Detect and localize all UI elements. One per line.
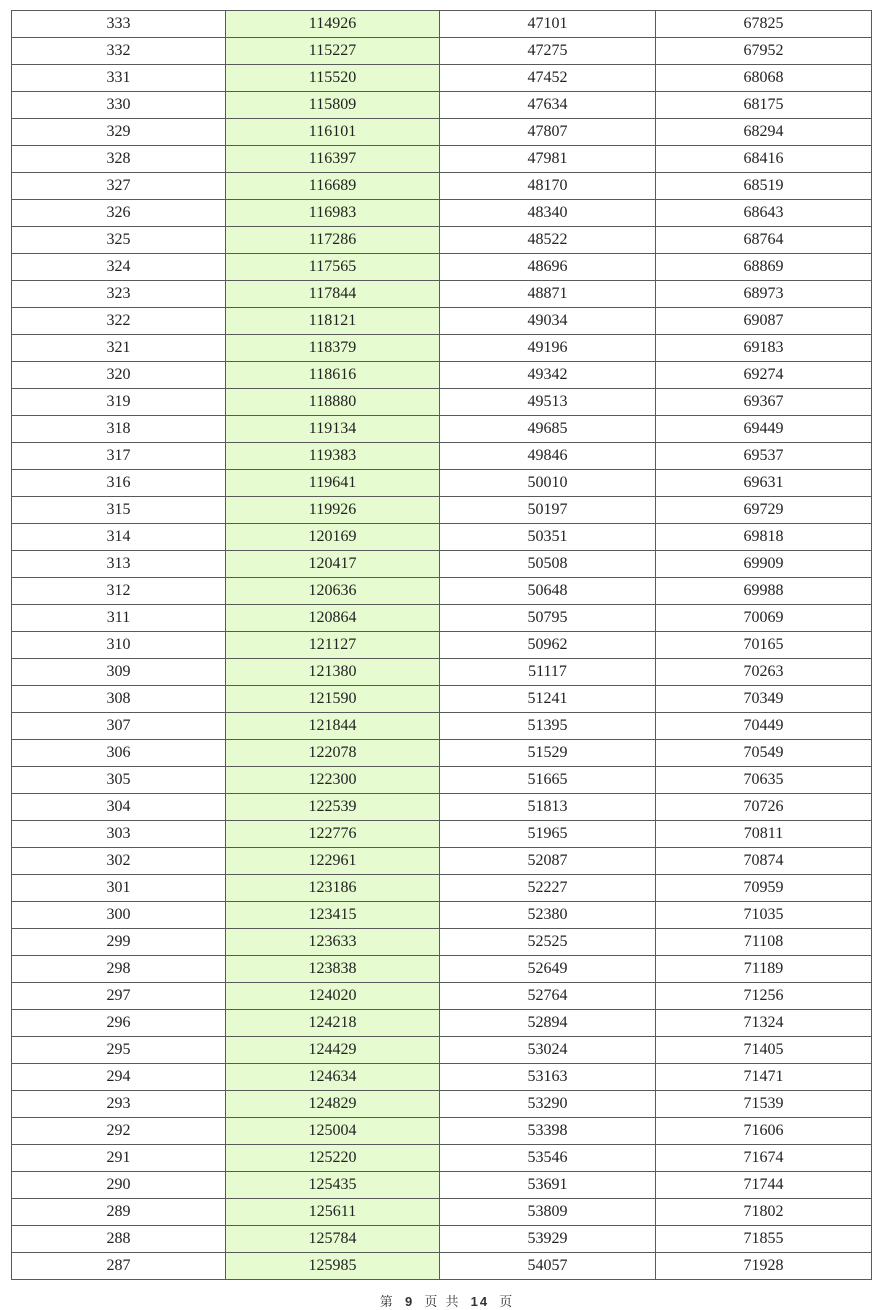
table-cell-col-3: 49513 [440, 389, 656, 416]
table-cell-col-3: 50351 [440, 524, 656, 551]
table-cell-col-3: 49196 [440, 335, 656, 362]
table-row [12, 65, 872, 92]
table-cell-col-2: 120417 [226, 551, 440, 578]
table-cell-col-4: 70165 [656, 632, 872, 659]
table-row [12, 821, 872, 848]
table-cell-col-2: 124634 [226, 1064, 440, 1091]
table-cell-col-3: 51117 [440, 659, 656, 686]
table-cell-col-4: 70874 [656, 848, 872, 875]
table-cell-col-1: 315 [12, 497, 226, 524]
table-cell-col-2: 124218 [226, 1010, 440, 1037]
table-row [12, 1064, 872, 1091]
table-cell-col-1: 333 [12, 11, 226, 38]
table-cell-col-1: 289 [12, 1199, 226, 1226]
table-cell-col-2: 119134 [226, 416, 440, 443]
table-cell-col-1: 290 [12, 1172, 226, 1199]
table-cell-col-3: 48696 [440, 254, 656, 281]
footer-prefix: 第 [379, 1295, 395, 1310]
table-cell-col-1: 308 [12, 686, 226, 713]
table-cell-col-4: 70726 [656, 794, 872, 821]
table-cell-col-2: 121844 [226, 713, 440, 740]
table-cell-col-1: 332 [12, 38, 226, 65]
table-cell-col-1: 291 [12, 1145, 226, 1172]
table-cell-col-4: 67952 [656, 38, 872, 65]
table-row [12, 1172, 872, 1199]
table-cell-col-3: 50648 [440, 578, 656, 605]
table-cell-col-2: 115227 [226, 38, 440, 65]
table-cell-col-1: 300 [12, 902, 226, 929]
score-table [11, 10, 872, 1280]
table-cell-col-2: 125435 [226, 1172, 440, 1199]
table-cell-col-1: 287 [12, 1253, 226, 1280]
table-cell-col-3: 47634 [440, 92, 656, 119]
table-row [12, 1037, 872, 1064]
table-row [12, 497, 872, 524]
table-cell-col-1: 305 [12, 767, 226, 794]
table-cell-col-3: 47101 [440, 11, 656, 38]
table-cell-col-1: 298 [12, 956, 226, 983]
table-cell-col-2: 117844 [226, 281, 440, 308]
table-cell-col-3: 47275 [440, 38, 656, 65]
table-cell-col-3: 53024 [440, 1037, 656, 1064]
table-cell-col-4: 70549 [656, 740, 872, 767]
table-cell-col-2: 122300 [226, 767, 440, 794]
table-cell-col-4: 70349 [656, 686, 872, 713]
table-cell-col-4: 71471 [656, 1064, 872, 1091]
table-cell-col-4: 68294 [656, 119, 872, 146]
table-cell-col-2: 119383 [226, 443, 440, 470]
table-cell-col-4: 71256 [656, 983, 872, 1010]
table-cell-col-3: 52764 [440, 983, 656, 1010]
table-cell-col-2: 116983 [226, 200, 440, 227]
table-cell-col-1: 316 [12, 470, 226, 497]
table-cell-col-4: 71606 [656, 1118, 872, 1145]
table-cell-col-3: 50010 [440, 470, 656, 497]
table-cell-col-3: 48522 [440, 227, 656, 254]
table-row [12, 929, 872, 956]
table-cell-col-4: 67825 [656, 11, 872, 38]
table-row [12, 200, 872, 227]
table-cell-col-4: 71802 [656, 1199, 872, 1226]
table-row [12, 470, 872, 497]
table-cell-col-4: 71855 [656, 1226, 872, 1253]
table-cell-col-2: 121127 [226, 632, 440, 659]
table-cell-col-3: 49342 [440, 362, 656, 389]
table-cell-col-2: 124429 [226, 1037, 440, 1064]
table-cell-col-2: 123838 [226, 956, 440, 983]
table-cell-col-1: 309 [12, 659, 226, 686]
table-cell-col-3: 50795 [440, 605, 656, 632]
table-cell-col-3: 47981 [440, 146, 656, 173]
table-row [12, 92, 872, 119]
table-cell-col-2: 117565 [226, 254, 440, 281]
table-cell-col-3: 48170 [440, 173, 656, 200]
table-row [12, 1199, 872, 1226]
table-cell-col-1: 294 [12, 1064, 226, 1091]
table-cell-col-3: 47807 [440, 119, 656, 146]
table-row [12, 1091, 872, 1118]
table-cell-col-3: 52087 [440, 848, 656, 875]
table-row [12, 551, 872, 578]
table-cell-col-3: 52894 [440, 1010, 656, 1037]
table-cell-col-4: 71035 [656, 902, 872, 929]
table-cell-col-4: 69087 [656, 308, 872, 335]
table-cell-col-3: 53691 [440, 1172, 656, 1199]
table-cell-col-4: 69988 [656, 578, 872, 605]
table-cell-col-3: 52380 [440, 902, 656, 929]
table-cell-col-4: 69274 [656, 362, 872, 389]
footer-suffix: 页 [499, 1295, 515, 1310]
table-row [12, 1253, 872, 1280]
table-row [12, 1010, 872, 1037]
table-cell-col-1: 313 [12, 551, 226, 578]
table-cell-col-1: 301 [12, 875, 226, 902]
table-cell-col-3: 48871 [440, 281, 656, 308]
table-row [12, 632, 872, 659]
table-cell-col-4: 69183 [656, 335, 872, 362]
table-row [12, 335, 872, 362]
table-row [12, 173, 872, 200]
table-cell-col-2: 119926 [226, 497, 440, 524]
table-cell-col-3: 53290 [440, 1091, 656, 1118]
table-cell-col-1: 322 [12, 308, 226, 335]
table-cell-col-2: 120636 [226, 578, 440, 605]
table-cell-col-2: 122776 [226, 821, 440, 848]
table-cell-col-3: 51529 [440, 740, 656, 767]
table-cell-col-4: 68973 [656, 281, 872, 308]
table-row [12, 1226, 872, 1253]
table-cell-col-2: 122078 [226, 740, 440, 767]
table-cell-col-2: 116397 [226, 146, 440, 173]
score-table-container [11, 10, 871, 1280]
table-cell-col-1: 325 [12, 227, 226, 254]
table-cell-col-2: 120864 [226, 605, 440, 632]
table-row [12, 983, 872, 1010]
table-cell-col-3: 53398 [440, 1118, 656, 1145]
table-cell-col-3: 50508 [440, 551, 656, 578]
table-cell-col-3: 51665 [440, 767, 656, 794]
table-row [12, 713, 872, 740]
table-cell-col-4: 71674 [656, 1145, 872, 1172]
table-cell-col-3: 52649 [440, 956, 656, 983]
table-cell-col-4: 69449 [656, 416, 872, 443]
table-cell-col-2: 116689 [226, 173, 440, 200]
table-cell-col-2: 123415 [226, 902, 440, 929]
table-cell-col-3: 53929 [440, 1226, 656, 1253]
table-row [12, 11, 872, 38]
table-cell-col-4: 71189 [656, 956, 872, 983]
table-cell-col-3: 50962 [440, 632, 656, 659]
score-table-body [12, 11, 872, 1280]
table-cell-col-4: 70811 [656, 821, 872, 848]
table-cell-col-2: 115520 [226, 65, 440, 92]
table-cell-col-1: 323 [12, 281, 226, 308]
table-cell-col-4: 70635 [656, 767, 872, 794]
table-cell-col-1: 320 [12, 362, 226, 389]
table-cell-col-1: 328 [12, 146, 226, 173]
current-page-number: 9 [404, 1294, 415, 1309]
table-cell-col-3: 52525 [440, 929, 656, 956]
table-row [12, 416, 872, 443]
table-cell-col-2: 116101 [226, 119, 440, 146]
table-row [12, 848, 872, 875]
table-row [12, 254, 872, 281]
table-cell-col-2: 124020 [226, 983, 440, 1010]
table-cell-col-4: 71324 [656, 1010, 872, 1037]
table-cell-col-4: 69367 [656, 389, 872, 416]
table-cell-col-4: 68869 [656, 254, 872, 281]
table-cell-col-1: 299 [12, 929, 226, 956]
table-row [12, 146, 872, 173]
table-cell-col-1: 297 [12, 983, 226, 1010]
table-cell-col-4: 71108 [656, 929, 872, 956]
table-cell-col-3: 47452 [440, 65, 656, 92]
table-cell-col-4: 71539 [656, 1091, 872, 1118]
table-cell-col-3: 49685 [440, 416, 656, 443]
table-cell-col-2: 115809 [226, 92, 440, 119]
table-cell-col-1: 331 [12, 65, 226, 92]
table-cell-col-1: 292 [12, 1118, 226, 1145]
table-row [12, 686, 872, 713]
table-cell-col-4: 71928 [656, 1253, 872, 1280]
table-cell-col-2: 125611 [226, 1199, 440, 1226]
table-cell-col-3: 53546 [440, 1145, 656, 1172]
table-cell-col-3: 50197 [440, 497, 656, 524]
table-cell-col-4: 70449 [656, 713, 872, 740]
table-cell-col-3: 49034 [440, 308, 656, 335]
table-cell-col-1: 327 [12, 173, 226, 200]
table-cell-col-2: 118121 [226, 308, 440, 335]
table-cell-col-4: 69729 [656, 497, 872, 524]
table-cell-col-2: 121380 [226, 659, 440, 686]
table-cell-col-1: 295 [12, 1037, 226, 1064]
table-cell-col-1: 304 [12, 794, 226, 821]
table-row [12, 794, 872, 821]
table-cell-col-4: 68643 [656, 200, 872, 227]
table-row [12, 767, 872, 794]
table-cell-col-3: 52227 [440, 875, 656, 902]
page-footer [0, 1291, 894, 1310]
table-cell-col-3: 48340 [440, 200, 656, 227]
table-row [12, 902, 872, 929]
table-cell-col-2: 120169 [226, 524, 440, 551]
table-cell-col-2: 118379 [226, 335, 440, 362]
table-row [12, 578, 872, 605]
table-cell-col-1: 329 [12, 119, 226, 146]
table-cell-col-2: 125220 [226, 1145, 440, 1172]
table-row [12, 389, 872, 416]
table-row [12, 281, 872, 308]
footer-middle: 页 共 [424, 1295, 461, 1310]
table-cell-col-4: 69631 [656, 470, 872, 497]
table-cell-col-2: 118616 [226, 362, 440, 389]
table-row [12, 38, 872, 65]
table-row [12, 227, 872, 254]
table-cell-col-3: 54057 [440, 1253, 656, 1280]
table-cell-col-4: 68068 [656, 65, 872, 92]
table-cell-col-3: 51813 [440, 794, 656, 821]
table-cell-col-4: 68764 [656, 227, 872, 254]
table-cell-col-4: 69818 [656, 524, 872, 551]
table-cell-col-4: 71405 [656, 1037, 872, 1064]
table-cell-col-3: 51395 [440, 713, 656, 740]
table-cell-col-1: 310 [12, 632, 226, 659]
table-cell-col-3: 53163 [440, 1064, 656, 1091]
table-cell-col-2: 125004 [226, 1118, 440, 1145]
table-cell-col-2: 119641 [226, 470, 440, 497]
table-cell-col-2: 118880 [226, 389, 440, 416]
table-row [12, 956, 872, 983]
table-cell-col-2: 125784 [226, 1226, 440, 1253]
table-row [12, 740, 872, 767]
table-cell-col-3: 51241 [440, 686, 656, 713]
table-cell-col-4: 70959 [656, 875, 872, 902]
table-cell-col-2: 123633 [226, 929, 440, 956]
total-page-count: 14 [470, 1294, 490, 1309]
table-row [12, 119, 872, 146]
table-cell-col-4: 68416 [656, 146, 872, 173]
table-cell-col-1: 302 [12, 848, 226, 875]
table-cell-col-1: 311 [12, 605, 226, 632]
table-cell-col-1: 324 [12, 254, 226, 281]
table-cell-col-1: 303 [12, 821, 226, 848]
table-cell-col-1: 317 [12, 443, 226, 470]
table-cell-col-1: 307 [12, 713, 226, 740]
table-cell-col-4: 70263 [656, 659, 872, 686]
table-cell-col-4: 69537 [656, 443, 872, 470]
table-cell-col-2: 122961 [226, 848, 440, 875]
table-cell-col-3: 53809 [440, 1199, 656, 1226]
table-cell-col-3: 51965 [440, 821, 656, 848]
table-cell-col-1: 318 [12, 416, 226, 443]
table-cell-col-1: 312 [12, 578, 226, 605]
table-row [12, 605, 872, 632]
table-cell-col-4: 68519 [656, 173, 872, 200]
table-row [12, 1118, 872, 1145]
table-cell-col-4: 68175 [656, 92, 872, 119]
table-cell-col-4: 70069 [656, 605, 872, 632]
table-cell-col-2: 117286 [226, 227, 440, 254]
table-cell-col-1: 293 [12, 1091, 226, 1118]
table-row [12, 1145, 872, 1172]
table-cell-col-1: 330 [12, 92, 226, 119]
table-cell-col-1: 314 [12, 524, 226, 551]
table-cell-col-1: 306 [12, 740, 226, 767]
table-row [12, 659, 872, 686]
table-cell-col-2: 123186 [226, 875, 440, 902]
table-row [12, 875, 872, 902]
table-cell-col-2: 114926 [226, 11, 440, 38]
table-cell-col-4: 71744 [656, 1172, 872, 1199]
table-cell-col-3: 49846 [440, 443, 656, 470]
table-cell-col-2: 121590 [226, 686, 440, 713]
table-row [12, 308, 872, 335]
table-cell-col-1: 326 [12, 200, 226, 227]
table-cell-col-1: 296 [12, 1010, 226, 1037]
table-cell-col-1: 319 [12, 389, 226, 416]
table-cell-col-1: 321 [12, 335, 226, 362]
table-cell-col-4: 69909 [656, 551, 872, 578]
table-cell-col-2: 124829 [226, 1091, 440, 1118]
table-row [12, 443, 872, 470]
table-cell-col-2: 125985 [226, 1253, 440, 1280]
table-row [12, 524, 872, 551]
table-row [12, 362, 872, 389]
table-cell-col-2: 122539 [226, 794, 440, 821]
table-cell-col-1: 288 [12, 1226, 226, 1253]
